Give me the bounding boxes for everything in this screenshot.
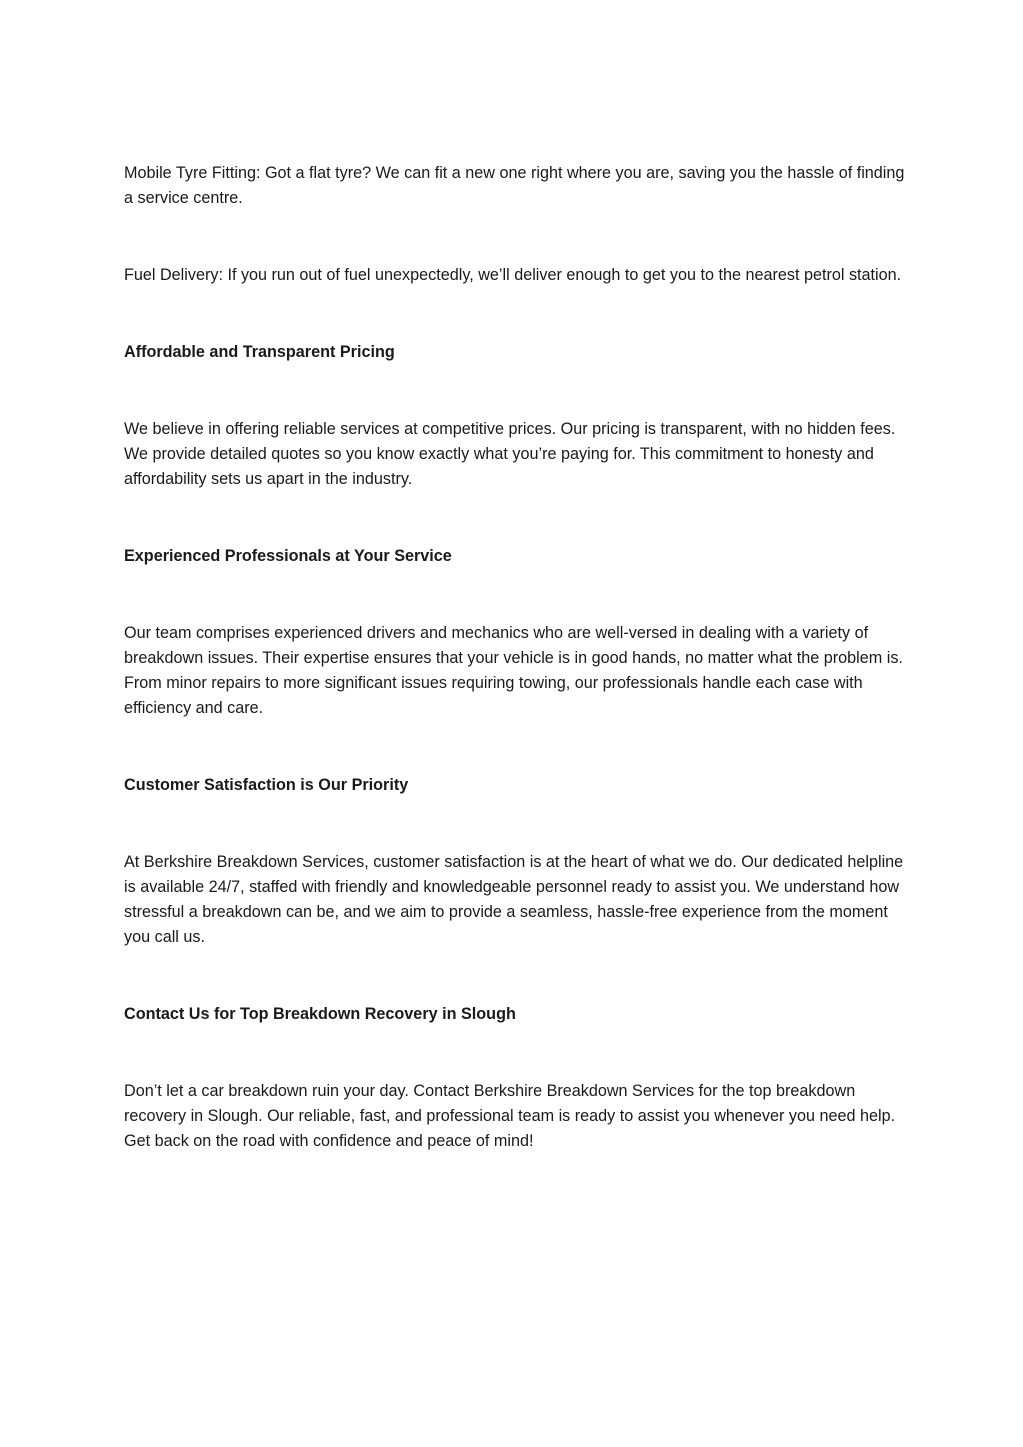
heading-experienced-professionals: Experienced Professionals at Your Service xyxy=(124,547,452,565)
paragraph-customer-satisfaction: At Berkshire Breakdown Services, customer satisfaction is at the heart of what we do. Our dedicated helpline is available 24/7, staffed with friendly and knowledgeable personnel ready to assist you. We understand how stressful a breakdown can be, and we aim to provide a seamless, hassle-free experience from the moment you call us. xyxy=(124,853,904,946)
paragraph-pricing: We believe in offering reliable services at competitive prices. Our pricing is transparent, with no hidden fees. We provide detailed quotes so you know exactly what you’re paying for. This commitment to honesty and affordability sets us apart in the industry. xyxy=(124,420,896,488)
paragraph-professionals: Our team comprises experienced drivers and mechanics who are well-versed in dealing with a variety of breakdown issues. Their expertise ensures that your vehicle is in good hands, no matter what the problem is. From minor repairs to more significant issues requiring towing, our professionals handle each case with efficiency and care. xyxy=(124,624,903,717)
paragraph-fuel-delivery: Fuel Delivery: If you run out of fuel unexpectedly, we’ll deliver enough to get you to the nearest petrol station. xyxy=(124,266,902,284)
heading-affordable-pricing: Affordable and Transparent Pricing xyxy=(124,343,395,361)
paragraph-mobile-tyre-fitting: Mobile Tyre Fitting: Got a flat tyre? We can fit a new one right where you are, saving you the hassle of finding a service centre. xyxy=(124,164,905,207)
paragraph-contact-us: Don’t let a car breakdown ruin your day. Contact Berkshire Breakdown Services for the top breakdown recovery in Slough. Our reliable, fast, and professional team is ready to assist you whenever you need help. Get back on the road with confidence and peace of mind! xyxy=(124,1082,896,1150)
document-body xyxy=(124,161,914,1154)
heading-customer-satisfaction: Customer Satisfaction is Our Priority xyxy=(124,776,409,794)
heading-contact-us: Contact Us for Top Breakdown Recovery in Slough xyxy=(124,1005,516,1023)
